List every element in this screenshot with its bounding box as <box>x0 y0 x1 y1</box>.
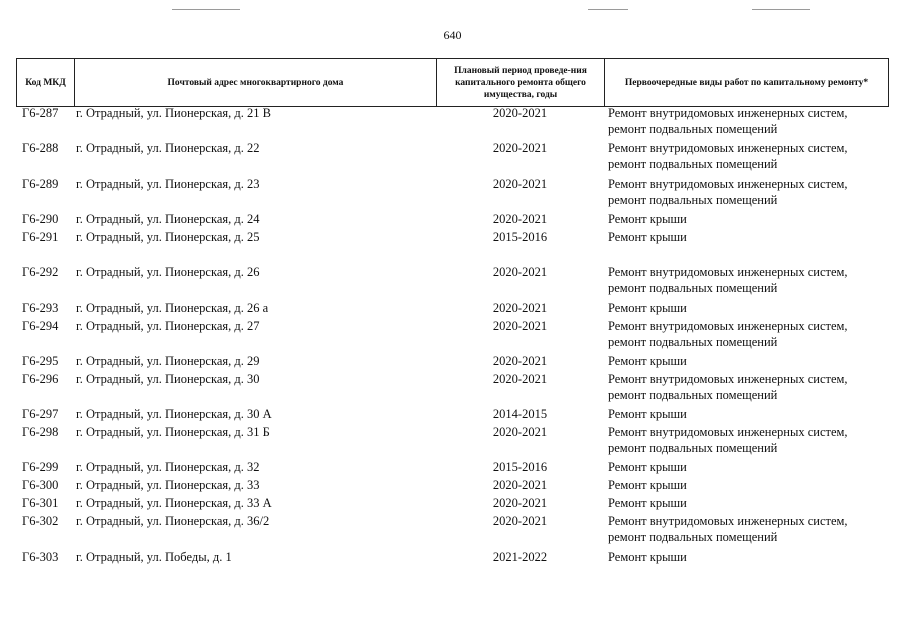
row-address: г. Отрадный, ул. Пионерская, д. 26 а <box>76 301 269 315</box>
row-code: Г6-288 <box>22 141 59 155</box>
row-period: 2020-2021 <box>492 177 548 191</box>
row-works: Ремонт крыши <box>608 230 687 244</box>
row-address: г. Отрадный, ул. Пионерская, д. 23 <box>76 177 260 191</box>
row-works: Ремонт внутридомовых инженерных систем, ремонт подвальных помещений <box>608 106 848 136</box>
row-address: г. Отрадный, ул. Пионерская, д. 33 <box>76 478 260 492</box>
scan-artifact <box>172 9 240 10</box>
row-code: Г6-298 <box>22 425 59 439</box>
row-code: Г6-293 <box>22 301 59 315</box>
row-period: 2021-2022 <box>492 550 548 564</box>
row-period: 2020-2021 <box>492 514 548 528</box>
row-code: Г6-302 <box>22 514 59 528</box>
row-address: г. Отрадный, ул. Пионерская, д. 31 Б <box>76 425 270 439</box>
row-period: 2020-2021 <box>492 372 548 386</box>
row-address: г. Отрадный, ул. Победы, д. 1 <box>76 550 232 564</box>
row-address: г. Отрадный, ул. Пионерская, д. 24 <box>76 212 260 226</box>
row-address: г. Отрадный, ул. Пионерская, д. 32 <box>76 460 260 474</box>
row-address: г. Отрадный, ул. Пионерская, д. 27 <box>76 319 260 333</box>
row-works: Ремонт внутридомовых инженерных систем, ремонт подвальных помещений <box>608 319 848 349</box>
header-code: Код МКД <box>16 59 74 106</box>
row-works: Ремонт внутридомовых инженерных систем, ремонт подвальных помещений <box>608 425 848 455</box>
row-code: Г6-301 <box>22 496 59 510</box>
row-period: 2020-2021 <box>492 141 548 155</box>
header-address: Почтовый адрес многоквартирного дома <box>74 59 436 106</box>
row-period: 2020-2021 <box>492 496 548 510</box>
row-code: Г6-296 <box>22 372 59 386</box>
row-period: 2020-2021 <box>492 106 548 120</box>
row-period: 2020-2021 <box>492 425 548 439</box>
row-code: Г6-291 <box>22 230 59 244</box>
row-works: Ремонт крыши <box>608 550 687 564</box>
table-header <box>16 58 889 107</box>
row-code: Г6-289 <box>22 177 59 191</box>
header-works: Первоочередные виды работ по капитальному ремонту* <box>604 59 889 106</box>
row-address: г. Отрадный, ул. Пионерская, д. 30 <box>76 372 260 386</box>
row-works: Ремонт крыши <box>608 212 687 226</box>
row-code: Г6-297 <box>22 407 59 421</box>
row-works: Ремонт внутридомовых инженерных систем, ремонт подвальных помещений <box>608 141 848 171</box>
row-works: Ремонт крыши <box>608 354 687 368</box>
row-works: Ремонт крыши <box>608 407 687 421</box>
row-works: Ремонт внутридомовых инженерных систем, ремонт подвальных помещений <box>608 265 848 295</box>
row-address: г. Отрадный, ул. Пионерская, д. 36/2 <box>76 514 270 528</box>
row-works: Ремонт крыши <box>608 478 687 492</box>
row-code: Г6-300 <box>22 478 59 492</box>
row-code: Г6-299 <box>22 460 59 474</box>
row-code: Г6-292 <box>22 265 59 279</box>
row-period: 2020-2021 <box>492 319 548 333</box>
row-period: 2014-2015 <box>492 407 548 421</box>
row-address: г. Отрадный, ул. Пионерская, д. 29 <box>76 354 260 368</box>
row-address: г. Отрадный, ул. Пионерская, д. 25 <box>76 230 260 244</box>
row-address: г. Отрадный, ул. Пионерская, д. 26 <box>76 265 260 279</box>
row-works: Ремонт внутридомовых инженерных систем, ремонт подвальных помещений <box>608 514 848 544</box>
page-number: 640 <box>443 28 462 42</box>
row-code: Г6-290 <box>22 212 59 226</box>
row-address: г. Отрадный, ул. Пионерская, д. 21 В <box>76 106 271 120</box>
row-code: Г6-287 <box>22 106 59 120</box>
scan-artifact <box>588 9 628 10</box>
row-code: Г6-294 <box>22 319 59 333</box>
row-works: Ремонт внутридомовых инженерных систем, ремонт подвальных помещений <box>608 372 848 402</box>
row-period: 2015-2016 <box>492 230 548 244</box>
row-code: Г6-295 <box>22 354 59 368</box>
row-code: Г6-303 <box>22 550 59 564</box>
row-period: 2015-2016 <box>492 460 548 474</box>
scan-artifact <box>752 9 810 10</box>
header-period: Плановый период проведе-ния капитального ремонта общего имущества, годы <box>436 59 604 106</box>
row-period: 2020-2021 <box>492 265 548 279</box>
row-period: 2020-2021 <box>492 354 548 368</box>
row-works: Ремонт крыши <box>608 301 687 315</box>
row-works: Ремонт крыши <box>608 496 687 510</box>
row-address: г. Отрадный, ул. Пионерская, д. 30 А <box>76 407 272 421</box>
row-works: Ремонт внутридомовых инженерных систем, ремонт подвальных помещений <box>608 177 848 207</box>
row-period: 2020-2021 <box>492 478 548 492</box>
row-address: г. Отрадный, ул. Пионерская, д. 22 <box>76 141 260 155</box>
row-works: Ремонт крыши <box>608 460 687 474</box>
row-address: г. Отрадный, ул. Пионерская, д. 33 А <box>76 496 272 510</box>
row-period: 2020-2021 <box>492 301 548 315</box>
row-period: 2020-2021 <box>492 212 548 226</box>
